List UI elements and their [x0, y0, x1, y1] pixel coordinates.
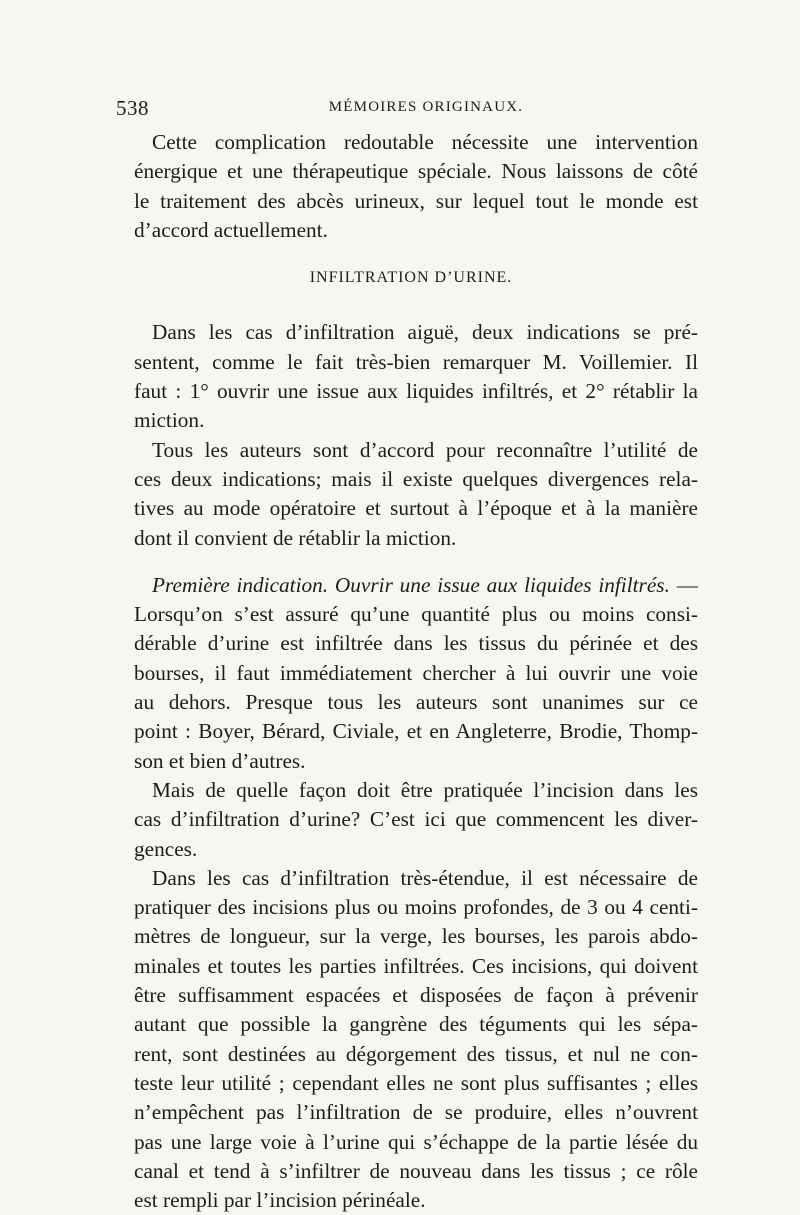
- text-line: son et bien d’autres.: [134, 748, 306, 773]
- text-line: bourses, il faut immédiatement chercher à lui ouvrir une voie: [134, 660, 698, 685]
- text-line: faut : 1° ouvrir une issue aux liquides infiltrés, et 2° rétablir la: [134, 379, 698, 404]
- text-line: mètres de longueur, sur la verge, les bourses, les parois abdo-: [134, 924, 698, 949]
- text-line: Lorsqu’on s’est assuré qu’une quantité plus ou moins consi-: [134, 602, 698, 627]
- text-line: dérable d’urine est infiltrée dans les tissus du périnée et des: [134, 631, 698, 656]
- page-header: [116, 96, 696, 126]
- text-line: dont il convient de rétablir la miction.: [134, 525, 457, 550]
- text-line: sentent, comme le fait très-bien remarquer M. Voillemier. Il: [134, 349, 698, 374]
- text-line: n’empêchent pas l’infiltration de se produire, elles n’ouvrent: [134, 1100, 698, 1125]
- text-line: Cette complication redoutable nécessite une intervention: [152, 130, 698, 154]
- section-heading: INFILTRATION D’URINE.: [309, 269, 513, 287]
- running-title: MÉMOIRES ORIGINAUX.: [328, 99, 524, 115]
- paragraph-extended-infiltration: [116, 864, 698, 1215]
- text-line: gences.: [134, 836, 198, 861]
- text-line: Dans les cas d’infiltration très-étendue, il est nécessaire de: [152, 865, 698, 890]
- page-number: 538: [116, 96, 149, 120]
- text-line: cas d’infiltration d’urine? C’est ici que commencent les diver-: [134, 807, 698, 832]
- text-line: Tous les auteurs sont d’accord pour reconnaître l’utilité de: [152, 437, 698, 462]
- text-line: point : Boyer, Bérard, Civiale, et en Angleterre, Brodie, Thomp-: [134, 719, 698, 744]
- paragraph-incision-question: [116, 776, 698, 864]
- text-line: énergique et une thérapeutique spéciale. Nous laissons de côté: [134, 159, 698, 184]
- paragraph-authors: [116, 436, 698, 553]
- text-line: Première indication. Ouvrir une issue aux liquides infiltrés. —: [152, 572, 698, 597]
- paragraph-first-indication: [116, 571, 698, 776]
- body-text: [116, 128, 698, 1215]
- text-line: teste leur utilité ; cependant elles ne sont plus suffisantes ; elles: [134, 1070, 698, 1095]
- text-line: autant que possible la gangrène des téguments qui les sépa-: [134, 1012, 698, 1037]
- text-line: d’accord actuellement.: [134, 217, 328, 242]
- text-line: être suffisamment espacées et disposées de façon à prévenir: [134, 983, 698, 1008]
- text-line: pratiquer des incisions plus ou moins profondes, de 3 ou 4 centi-: [134, 895, 698, 920]
- text-line: Dans les cas d’infiltration aiguë, deux indications se pré-: [152, 320, 698, 345]
- text-line: le traitement des abcès urineux, sur lequel tout le monde est: [134, 188, 698, 213]
- text-line: pas une large voie à l’urine qui s’échappe de la partie lésée du: [134, 1129, 698, 1154]
- italic-subheading: Première indication. Ouvrir une issue aux liquides infiltrés.: [152, 572, 670, 597]
- text-line: est rempli par l’incision périnéale.: [134, 1188, 426, 1213]
- text-line: au dehors. Presque tous les auteurs sont unanimes sur ce: [134, 690, 698, 715]
- text-line: canal et tend à s’infiltrer de nouveau dans les tissus ; ce rôle: [134, 1158, 698, 1183]
- paragraph-intro: [116, 128, 698, 245]
- text-line: tives au mode opératoire et surtout à l’époque et à la manière: [134, 496, 698, 521]
- text-line: rent, sont destinées au dégorgement des tissus, et nul ne con-: [134, 1041, 698, 1066]
- text-line: miction.: [134, 408, 205, 433]
- paragraph-indications: [116, 318, 698, 435]
- text-line: Mais de quelle façon doit être pratiquée l’incision dans les: [152, 777, 698, 802]
- text-line: minales et toutes les parties infiltrées. Ces incisions, qui doivent: [134, 953, 698, 978]
- text-line: ces deux indications; mais il existe quelques divergences rela-: [134, 466, 698, 491]
